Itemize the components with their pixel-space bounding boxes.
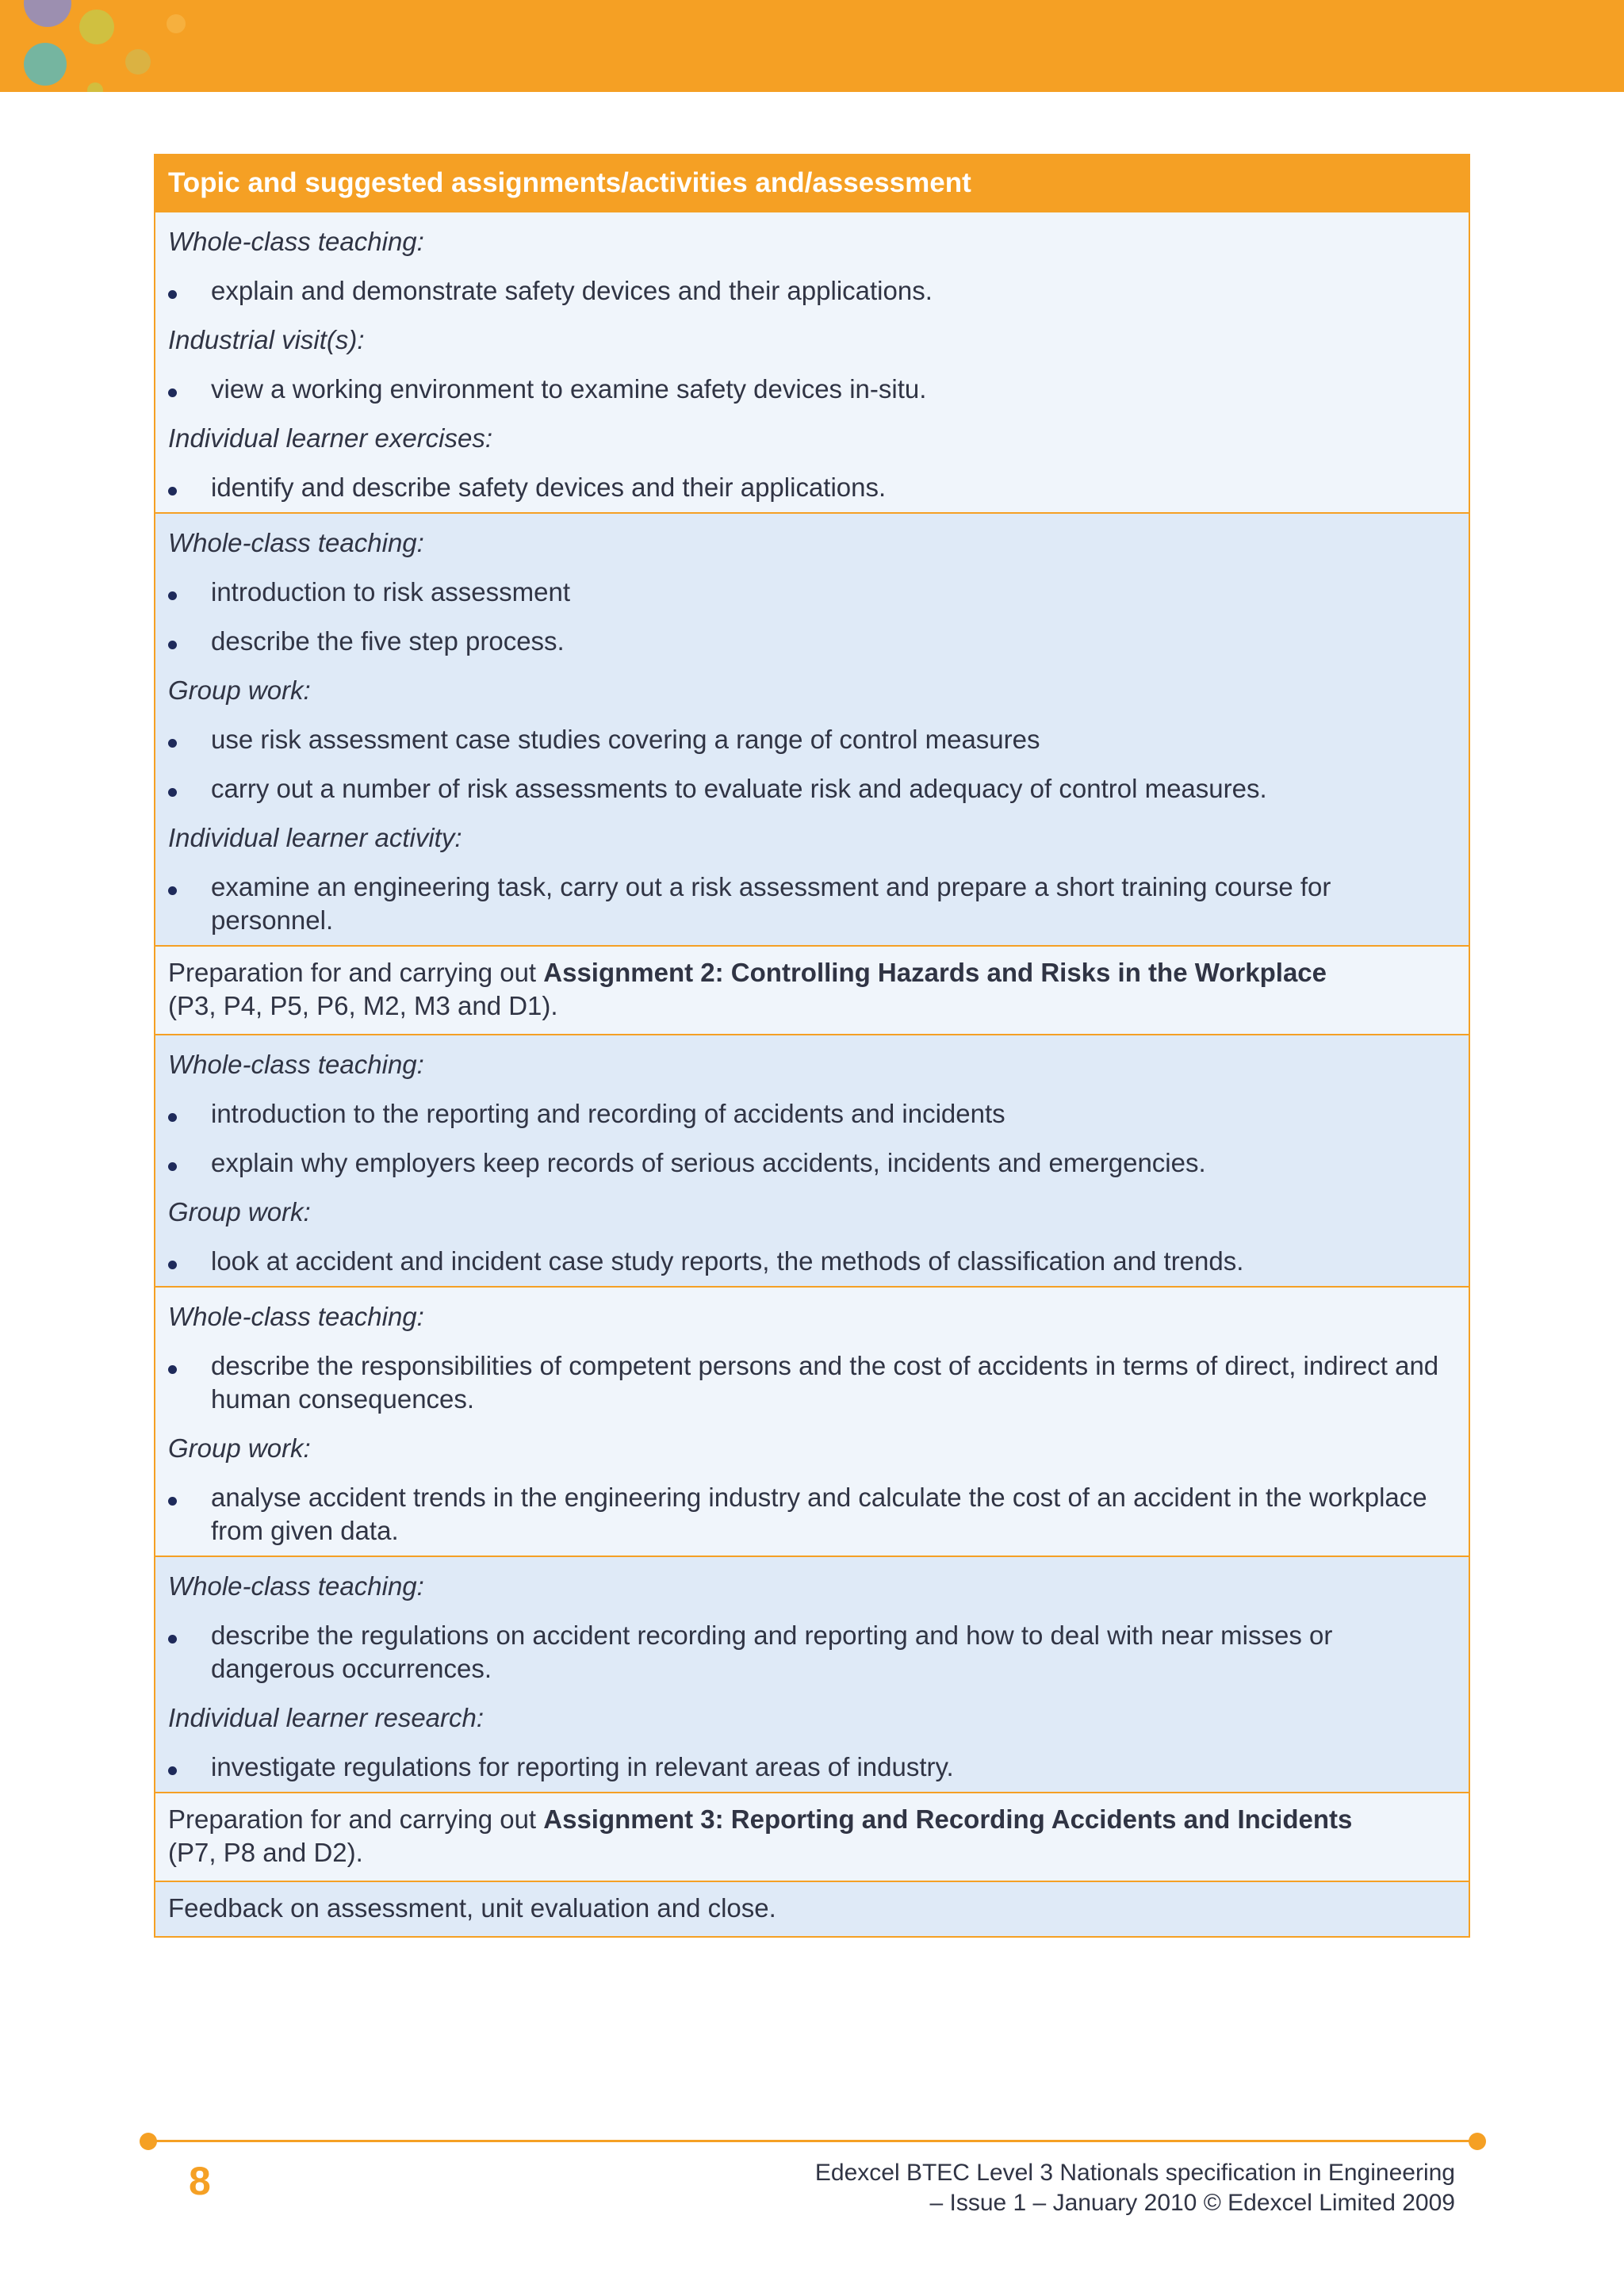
bullet-icon <box>168 1162 177 1171</box>
activity-heading: Group work: <box>168 1433 311 1463</box>
bullet-icon <box>168 591 177 600</box>
list-item: carry out a number of risk assessments to evaluate risk and adequacy of control measures. <box>168 772 1457 806</box>
list-item: describe the responsibilities of competent persons and the cost of accidents in terms of direct, indirect and human consequences. <box>168 1349 1457 1416</box>
table-row-assignment <box>155 1792 1469 1881</box>
activity-heading: Group work: <box>168 675 311 705</box>
bullet-icon <box>168 788 177 797</box>
table-row-feedback <box>155 1881 1469 1936</box>
list-item: investigate regulations for reporting in relevant areas of industry. <box>168 1751 1457 1784</box>
bullet-icon <box>168 641 177 649</box>
activity-heading: Whole-class teaching: <box>168 528 424 557</box>
list-item: describe the regulations on accident recording and reporting and how to deal with near misses or dangerous occurrences. <box>168 1619 1457 1686</box>
table-row <box>155 1034 1469 1286</box>
table-row <box>155 1556 1469 1792</box>
list-item: identify and describe safety devices and their applications. <box>168 471 1457 504</box>
table-row <box>155 211 1469 512</box>
bullet-icon <box>168 1365 177 1374</box>
bullet-icon <box>168 290 177 299</box>
list-item: look at accident and incident case study reports, the methods of classification and trends. <box>168 1245 1457 1278</box>
decorative-circle <box>87 82 103 92</box>
bullet-icon <box>168 1635 177 1644</box>
bullet-icon <box>168 739 177 748</box>
bullet-icon <box>168 1113 177 1122</box>
decorative-circle <box>79 10 114 44</box>
assignment-title: Assignment 3: Reporting and Recording Accidents and Incidents <box>543 1804 1353 1834</box>
activity-heading: Whole-class teaching: <box>168 1050 424 1079</box>
decorative-circle <box>167 14 186 33</box>
page-number: 8 <box>189 2159 211 2203</box>
bullet-icon <box>168 886 177 895</box>
footer-line-1: Edexcel BTEC Level 3 Nationals specification in Engineering <box>814 2160 1455 2186</box>
table-row <box>155 1286 1469 1556</box>
bullet-icon <box>168 1766 177 1775</box>
table-header: Topic and suggested assignments/activities and/assessment <box>155 155 1469 211</box>
activity-heading: Whole-class teaching: <box>168 1302 424 1331</box>
list-item: analyse accident trends in the engineering industry and calculate the cost of an accident in the workplace from given data. <box>168 1481 1457 1548</box>
assignment-text: Preparation for and carrying out Assignment 2: Controlling Hazards and Risks in the Workplace (P3, P4, P5, P6, M2, M3 and D1). <box>168 958 1327 1020</box>
divider-end-dot <box>1469 2133 1486 2150</box>
list-item: view a working environment to examine safety devices in-situ. <box>168 373 1457 406</box>
feedback-text: Feedback on assessment, unit evaluation and close. <box>168 1893 776 1923</box>
activity-heading: Individual learner research: <box>168 1703 485 1732</box>
table-row-assignment <box>155 945 1469 1034</box>
assignments-table <box>154 154 1470 1938</box>
activity-heading: Individual learner exercises: <box>168 423 493 453</box>
activity-heading: Whole-class teaching: <box>168 227 424 256</box>
bullet-icon <box>168 487 177 496</box>
list-item: use risk assessment case studies covering a range of control measures <box>168 723 1457 756</box>
decorative-circle <box>24 43 67 86</box>
list-item: examine an engineering task, carry out a risk assessment and prepare a short training course for personnel. <box>168 871 1457 937</box>
footer-line-2: – Issue 1 – January 2010 © Edexcel Limited 2009 <box>929 2190 1455 2216</box>
footer-citation <box>815 2158 1455 2218</box>
list-item: explain and demonstrate safety devices and their applications. <box>168 274 1457 308</box>
decorative-circle <box>24 0 71 27</box>
footer-divider <box>147 2140 1477 2142</box>
activity-heading: Group work: <box>168 1197 311 1226</box>
assignment-text: Preparation for and carrying out Assignment 3: Reporting and Recording Accidents and Incidents (P7, P8 and D2). <box>168 1804 1353 1867</box>
list-item: introduction to risk assessment <box>168 576 1457 609</box>
decorative-circle <box>125 49 151 75</box>
activity-heading: Industrial visit(s): <box>168 325 365 354</box>
activity-heading: Whole-class teaching: <box>168 1571 424 1601</box>
assignment-title: Assignment 2: Controlling Hazards and Risks in the Workplace <box>543 958 1327 987</box>
bullet-icon <box>168 1261 177 1269</box>
list-item: introduction to the reporting and recording of accidents and incidents <box>168 1097 1457 1131</box>
header-band <box>0 0 1624 92</box>
bullet-icon <box>168 1497 177 1506</box>
divider-end-dot <box>140 2133 157 2150</box>
list-item: describe the five step process. <box>168 625 1457 658</box>
bullet-icon <box>168 388 177 397</box>
activity-heading: Individual learner activity: <box>168 823 462 852</box>
table-row <box>155 512 1469 945</box>
list-item: explain why employers keep records of serious accidents, incidents and emergencies. <box>168 1146 1457 1180</box>
